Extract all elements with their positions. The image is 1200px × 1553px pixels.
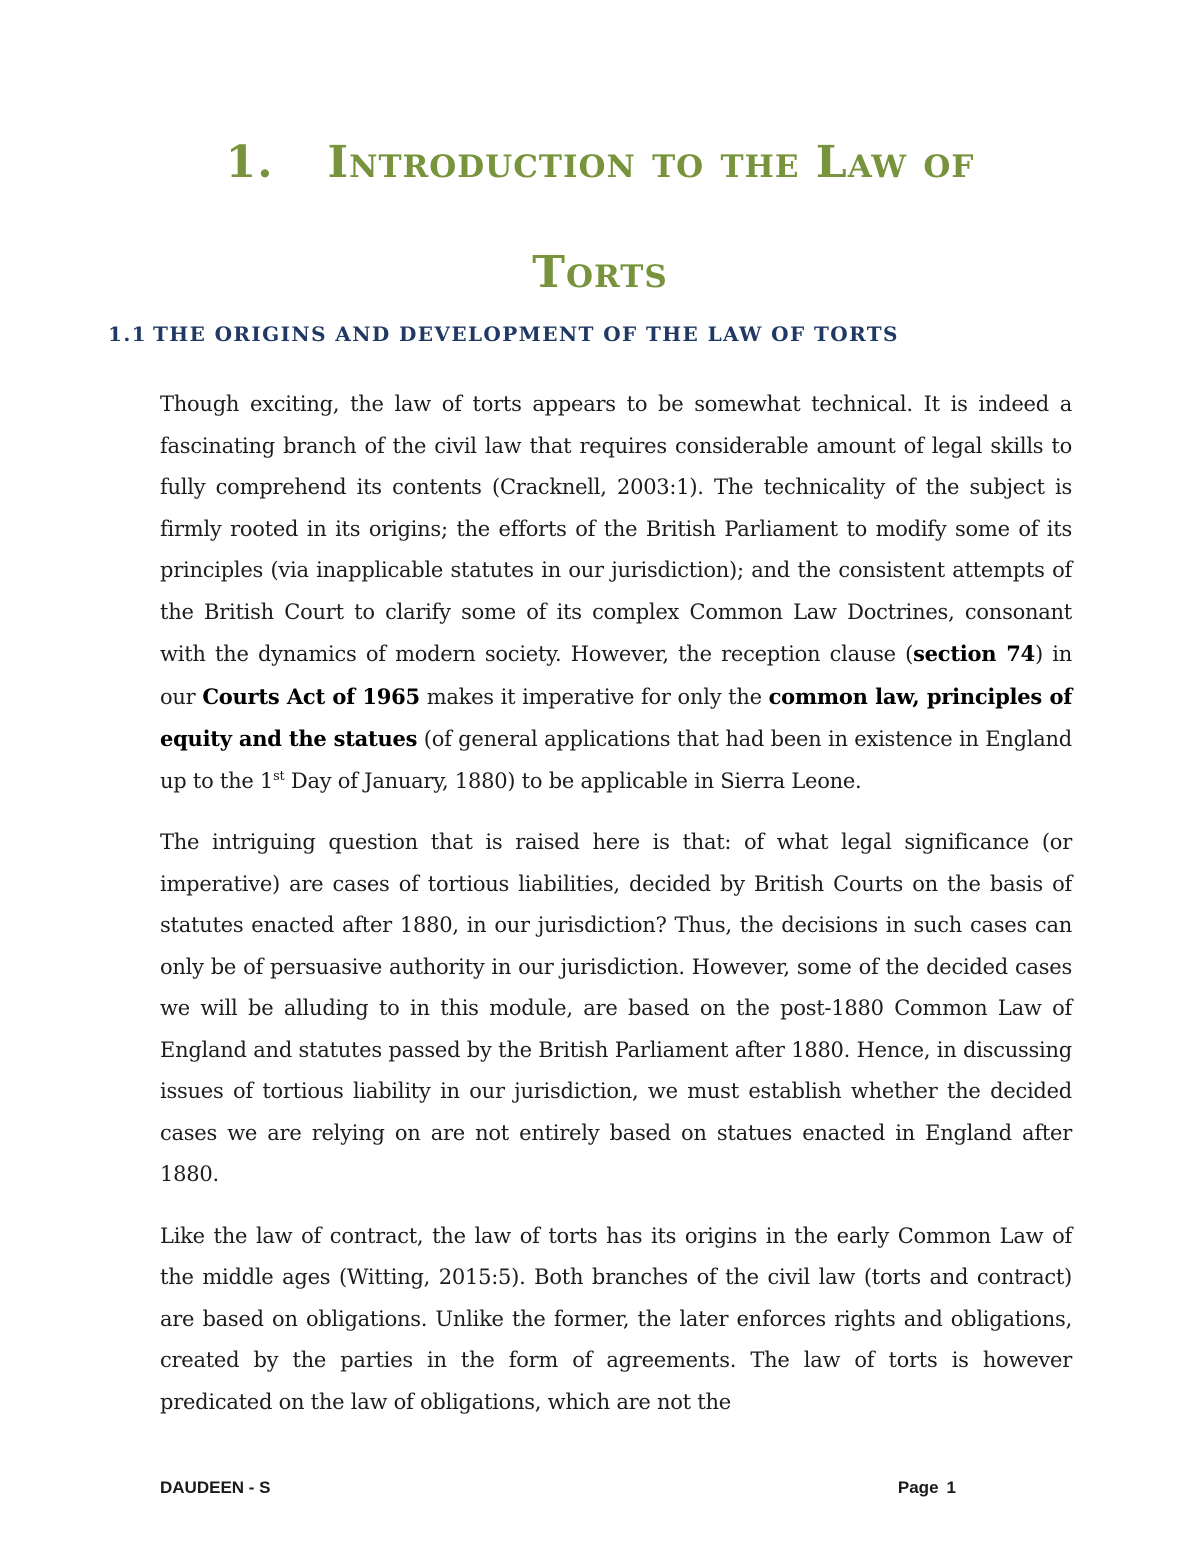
p1-text-5: Day of January, 1880) to be applicable in Sierra Leone.	[284, 768, 862, 793]
section-title: THE ORIGINS AND DEVELOPMENT OF THE LAW OF TORTS	[153, 322, 899, 346]
chapter-title	[120, 108, 1080, 328]
paragraph-1	[160, 384, 1072, 802]
paragraph-3: Like the law of contract, the law of torts has its origins in the early Common Law of the middle ages (Witting, 2015:5). Both branches of the civil law (torts and contract) are based on obligations. Unlike the former, the later enforces rights and obligations, created by the parties in the form of agreements. The law of torts is however predicated on the law of obligations, which are not the	[160, 1223, 1072, 1414]
p1-bold-courts-act: Courts Act of 1965	[202, 683, 420, 709]
p1-text-3: makes it imperative for only the	[419, 684, 769, 709]
p1-text-2: ) in our	[160, 642, 1073, 709]
footer-author: DAUDEEN - S	[160, 1478, 271, 1497]
p1-text-1: Though exciting, the law of torts appears to be somewhat technical. It is indeed a fascinating branch of the civil law that requires considerable amount of legal skills to fully comprehend its contents (Cracknell, 2003:1). The technicality of the subject is firmly rooted in its origins; the efforts of the British Parliament to modify some of its principles (via inapplicable statutes in our jurisdiction); and the consistent attempts of the British Court to clarify some of its complex Common Law Doctrines, consonant with the dynamics of modern society. However, the reception clause (	[160, 392, 1072, 666]
p1-text-4: (of general applications that had been in existence in England up to the 1	[160, 727, 1073, 793]
chapter-title-line1: Introduction to the Law of	[327, 137, 975, 188]
section-number: 1.1	[108, 322, 147, 346]
chapter-number: 1.	[225, 137, 274, 188]
p1-bold-section-74: section 74	[913, 641, 1035, 666]
body-text	[160, 384, 1072, 1443]
p1-superscript: st	[273, 768, 285, 784]
chapter-title-line2: Torts	[532, 247, 668, 298]
p1-bold-common-law: common law, principles of equity and the statues	[160, 683, 1072, 751]
section-heading	[108, 322, 899, 346]
footer-page	[898, 1478, 956, 1498]
footer-page-label: Page	[897, 1478, 939, 1497]
footer-page-number: 1	[946, 1478, 956, 1497]
paragraph-2: The intriguing question that is raised here is that: of what legal significance (or imperative) are cases of tortious liabilities, decided by British Courts on the basis of statutes enacted after 1880, in our jurisdiction? Thus, the decisions in such cases can only be of persuasive authority in our jurisdiction. However, some of the decided cases we will be alluding to in this module, are based on the post-1880 Common Law of England and statutes passed by the British Parliament after 1880. Hence, in discussing issues of tortious liability in our jurisdiction, we must establish whether the decided cases we are relying on are not entirely based on statues enacted in England after 1880.	[160, 830, 1072, 1186]
